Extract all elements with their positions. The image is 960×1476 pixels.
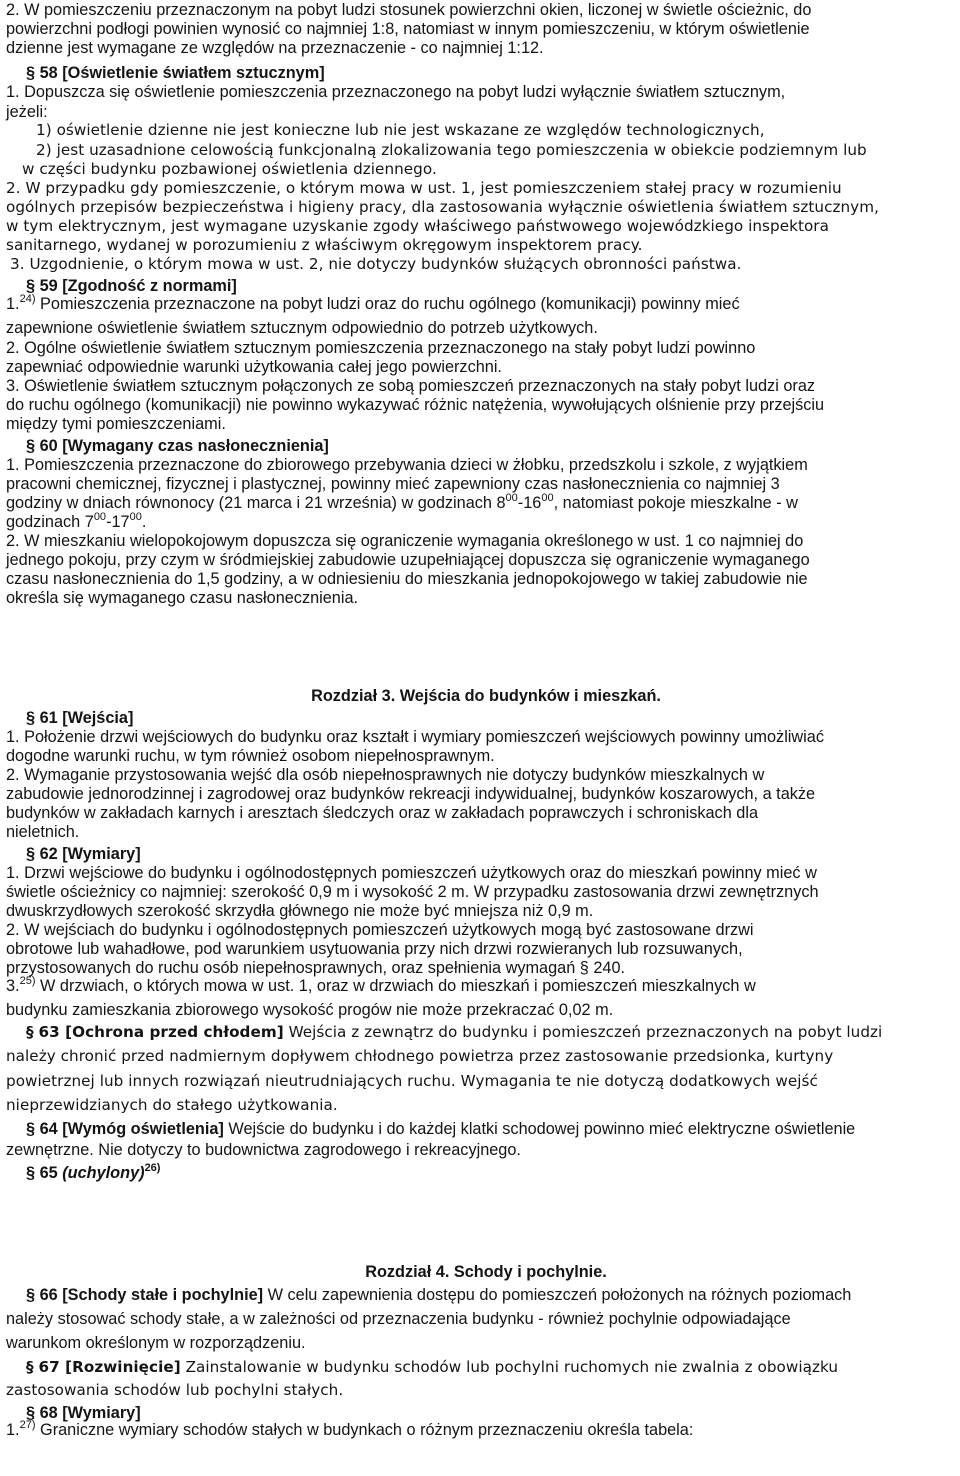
repealed-note: (uchylony) xyxy=(62,1164,145,1182)
paragraph-text: Graniczne wymiary schodów stałych w budynkach o różnym przeznaczeniu określa tabela: xyxy=(35,1421,694,1439)
text-line: 2. W mieszkaniu wielopokojowym dopuszcza się ograniczenie wymagania określonego w ust. 1 co najmniej do xyxy=(6,532,804,550)
superscript: 00 xyxy=(129,511,142,523)
section-sign-icon: § xyxy=(26,277,36,295)
section-title: 59 [Zgodność z normami] xyxy=(39,277,237,295)
text-line: zabudowie jednorodzinnej i zagrodowej oraz budynków rekreacji indywidualnej, budynków koszarowych, a także xyxy=(6,785,816,803)
text-line: dwuskrzydłowych szerokość skrzydła głównego nie może być mniejsza niż 0,9 m. xyxy=(6,902,594,920)
chapter-heading: Rozdział 3. Wejścia do budynków i mieszkań. xyxy=(311,687,661,705)
superscript: 00 xyxy=(541,492,554,504)
text-line: do ruchu ogólnego (komunikacji) nie powinno wykazywać różnic natężenia, wywołujących olśnienie przy przejściu xyxy=(6,396,825,414)
text-line: jeżeli: xyxy=(6,103,48,121)
text-line: 1. Położenie drzwi wejściowych do budynku oraz kształt i wymiary pomieszczeń wejściowych powinny umożliwiać xyxy=(6,728,824,746)
text-line: pracowni chemicznej, fizycznej i plastycznej, powinny mieć zapewniony czas nasłonecznienia co najmniej 3 xyxy=(6,475,780,493)
section-heading xyxy=(26,1357,838,1377)
text-line: 2. W wejściach do budynku i ogólnodostępnych pomieszczeń użytkowych mogą być zastosowane drzwi xyxy=(6,921,754,939)
text-line: w tym elektrycznym, jest wymagane uzyskanie zgody właściwego państwowego wojewódzkiego inspektora xyxy=(6,217,829,235)
section-title: 65 xyxy=(39,1164,63,1182)
section-title: 64 [Wymóg oświetlenia] xyxy=(39,1120,224,1138)
section-sign-icon: § xyxy=(26,1404,36,1422)
text-line: należy chronić przed nadmiernym dopływem chłodnego powietrza przez zastosowanie przedsionka, kurtyny xyxy=(6,1047,834,1065)
text-line: godziny w dniach równonocy (21 marca i 21 września) w godzinach $8^{00}-16^{00}$, natomiast pokoje mieszkalne - w xyxy=(6,492,798,512)
section-heading xyxy=(26,708,133,728)
footnote-marker: 27) xyxy=(19,1419,36,1431)
text-line: między tymi pomieszczeniami. xyxy=(6,415,226,433)
text-line: 2. Ogólne oświetlenie światłem sztucznym pomieszczenia przeznaczonego na stały pobyt ludzi powinno xyxy=(6,339,756,357)
text-line: dogodne warunki ruchu, w tym również osobom niepełnosprawnym. xyxy=(6,747,495,765)
section-sign-icon: § xyxy=(26,437,36,455)
paragraph-text: Pomieszczenia przeznaczone na pobyt ludzi oraz do ruchu ogólnego (komunikacji) powinny mieć xyxy=(35,295,740,313)
section-sign-icon: § xyxy=(26,1286,36,1304)
text-line: budynków w zakładach karnych i aresztach śledczych oraz w zakładach poprawczych i schroniskach dla xyxy=(6,804,759,822)
text-line: zastosowania schodów lub pochylni stałych. xyxy=(6,1381,344,1399)
superscript: 00 xyxy=(505,492,518,504)
text-line: budynku zamieszkania zbiorowego wysokość progów nie może przekraczać 0,02 m. xyxy=(6,1001,614,1019)
text-line: 1. Dopuszcza się oświetlenie pomieszczenia przeznaczonego na pobyt ludzi wyłącznie światłem sztucznym, xyxy=(6,83,786,101)
text-line xyxy=(6,1420,693,1440)
section-title: 66 [Schody stałe i pochylnie] xyxy=(39,1286,264,1304)
paragraph-number: 1. xyxy=(6,1421,20,1439)
text-line: powietrznej lub innych rozwiązań nieutrudniających ruchu. Wymagania te nie dotyczą dodatkowych wejść xyxy=(6,1072,818,1090)
paragraph-text: W celu zapewnienia dostępu do pomieszczeń położonych na różnych poziomach xyxy=(263,1286,852,1304)
section-heading xyxy=(26,1163,160,1183)
section-sign-icon: § xyxy=(26,64,36,82)
section-sign-icon: § xyxy=(26,1120,36,1138)
text-line: dzienne jest wymagane ze względów na przeznaczenie - co najmniej 1:12. xyxy=(6,39,544,57)
section-sign-icon: § xyxy=(26,1164,36,1182)
section-title: 67 [Rozwinięcie] xyxy=(38,1358,181,1376)
text-line: 2. W przypadku gdy pomieszczenie, o którym mowa w ust. 1, jest pomieszczeniem stałej pracy w rozumieniu xyxy=(6,179,842,197)
text-line: 3. Uzgodnienie, o którym mowa w ust. 2, nie dotyczy budynków służących obronności państwa. xyxy=(10,255,742,273)
text-line: 1. Pomieszczenia przeznaczone do zbiorowego przebywania dzieci w żłobku, przedszkolu i szkole, z wyjątkiem xyxy=(6,456,808,474)
text-line: świetle ościeżnicy co najmniej: szerokość 0,9 m i wysokość 2 m. W przypadku zastosowania drzwi zewnętrznych xyxy=(6,883,819,901)
text-line: 2. W pomieszczeniu przeznaczonym na pobyt ludzi stosunek powierzchni okien, liczonej w świetle ościeżnic, do xyxy=(6,1,812,19)
section-heading xyxy=(26,436,329,456)
footnote-marker: 24) xyxy=(19,293,36,305)
text-line: określa się wymaganego czasu nasłonecznienia. xyxy=(6,589,359,607)
section-sign-icon: § xyxy=(26,845,36,863)
section-heading xyxy=(26,844,141,864)
text-line: zewnętrzne. Nie dotyczy to budownictwa zagrodowego i rekreacyjnego. xyxy=(6,1141,521,1159)
text-line: czasu nasłonecznienia do 1,5 godziny, a w odniesieniu do mieszkania jednopokojowego w takiej zabudowie nie xyxy=(6,570,808,588)
paragraph-text: Wejścia z zewnątrz do budynku i pomieszczeń przeznaczonych na pobyt ludzi xyxy=(283,1023,883,1041)
text-line: ogólnych przepisów bezpieczeństwa i higieny pracy, dla zastosowania wyłącznie oświetlenia światłem sztucznym, xyxy=(6,198,879,216)
paragraph-number: 3. xyxy=(6,977,20,995)
paragraph-text: W drzwiach, o których mowa w ust. 1, oraz w drzwiach do mieszkań i pomieszczeń mieszkalnych w xyxy=(35,977,756,995)
section-title: 62 [Wymiary] xyxy=(39,845,141,863)
chapter-heading: Rozdział 4. Schody i pochylnie. xyxy=(365,1263,607,1281)
text-line: warunkom określonym w rozporządzeniu. xyxy=(6,1334,306,1352)
section-heading xyxy=(26,63,325,83)
section-title: 58 [Oświetlenie światłem sztucznym] xyxy=(39,64,325,82)
text-line: obrotowe lub wahadłowe, pod warunkiem usytuowania przy nich drzwi rozwieranych lub rozsuwanych, xyxy=(6,940,743,958)
section-title: 60 [Wymagany czas nasłonecznienia] xyxy=(39,437,329,455)
text-line: sanitarnego, wydanej w porozumieniu z właściwym okręgowym inspektorem pracy. xyxy=(6,236,643,254)
section-title: 61 [Wejścia] xyxy=(39,709,134,727)
footnote-marker: 25) xyxy=(19,975,36,987)
text-line: przystosowanych do ruchu osób niepełnosprawnych, oraz spełnienia wymagań § 240. xyxy=(6,959,626,977)
paragraph-number: 1. xyxy=(6,295,20,313)
section-sign-icon: § xyxy=(26,1358,34,1376)
list-item: 2) jest uzasadnione celowością funkcjonalną zlokalizowania tego pomieszczenia w obiekcie podziemnym lub xyxy=(36,141,867,159)
section-heading xyxy=(26,1119,855,1139)
superscript: 00 xyxy=(93,511,107,523)
text-line: należy stosować schody stałe, a w zależności od przeznaczenia budynku - również pochylnie odpowiadające xyxy=(6,1310,791,1328)
section-sign-icon: § xyxy=(26,1023,34,1041)
text-line xyxy=(6,294,740,314)
section-heading xyxy=(26,276,237,296)
section-heading xyxy=(26,1285,851,1305)
text-line: jednego pokoju, przy czym w śródmiejskiej zabudowie uzupełniającej dopuszcza się ograniczenie wymaganego xyxy=(6,551,810,569)
text-line: 2. Wymaganie przystosowania wejść dla osób niepełnosprawnych nie dotyczy budynków mieszkalnych w xyxy=(6,766,765,784)
section-title: 63 [Ochrona przed chłodem] xyxy=(38,1023,284,1041)
paragraph-text: Zainstalowanie w budynku schodów lub pochylni ruchomych nie zwalnia z obowiązku xyxy=(180,1358,839,1376)
footnote-marker: 26) xyxy=(144,1162,161,1174)
text-line: zapewniać odpowiednie warunki użytkowania całej jego powierzchni. xyxy=(6,358,502,376)
text-line: nieletnich. xyxy=(6,823,80,841)
text-line: zapewnione oświetlenie światłem sztucznym odpowiednio do potrzeb użytkowych. xyxy=(6,319,598,337)
section-sign-icon: § xyxy=(26,709,36,727)
list-item: w części budynku pozbawionej oświetlenia dziennego. xyxy=(22,160,437,178)
text-line xyxy=(6,976,756,996)
paragraph-text: Wejście do budynku i do każdej klatki schodowej powinno mieć elektryczne oświetlenie xyxy=(223,1120,856,1138)
text-line: godzinach $7^{00}-17^{00}$. xyxy=(6,511,147,531)
text-line: 1. Drzwi wejściowe do budynku i ogólnodostępnych pomieszczeń użytkowych oraz do mieszkań powinny mieć w xyxy=(6,864,817,882)
section-heading xyxy=(26,1022,882,1042)
text-line: 3. Oświetlenie światłem sztucznym połączonych ze sobą pomieszczeń przeznaczonych na stały pobyt ludzi oraz xyxy=(6,377,816,395)
text-line: nieprzewidzianych do stałego użytkowania. xyxy=(6,1096,338,1114)
list-item: 1) oświetlenie dzienne nie jest konieczne lub nie jest wskazane ze względów technologicznych, xyxy=(36,121,765,139)
section-title: 68 [Wymiary] xyxy=(39,1404,141,1422)
text-line: powierzchni podłogi powinien wynosić co najmniej 1:8, natomiast w innym pomieszczeniu, w którym oświetlenie xyxy=(6,20,810,38)
